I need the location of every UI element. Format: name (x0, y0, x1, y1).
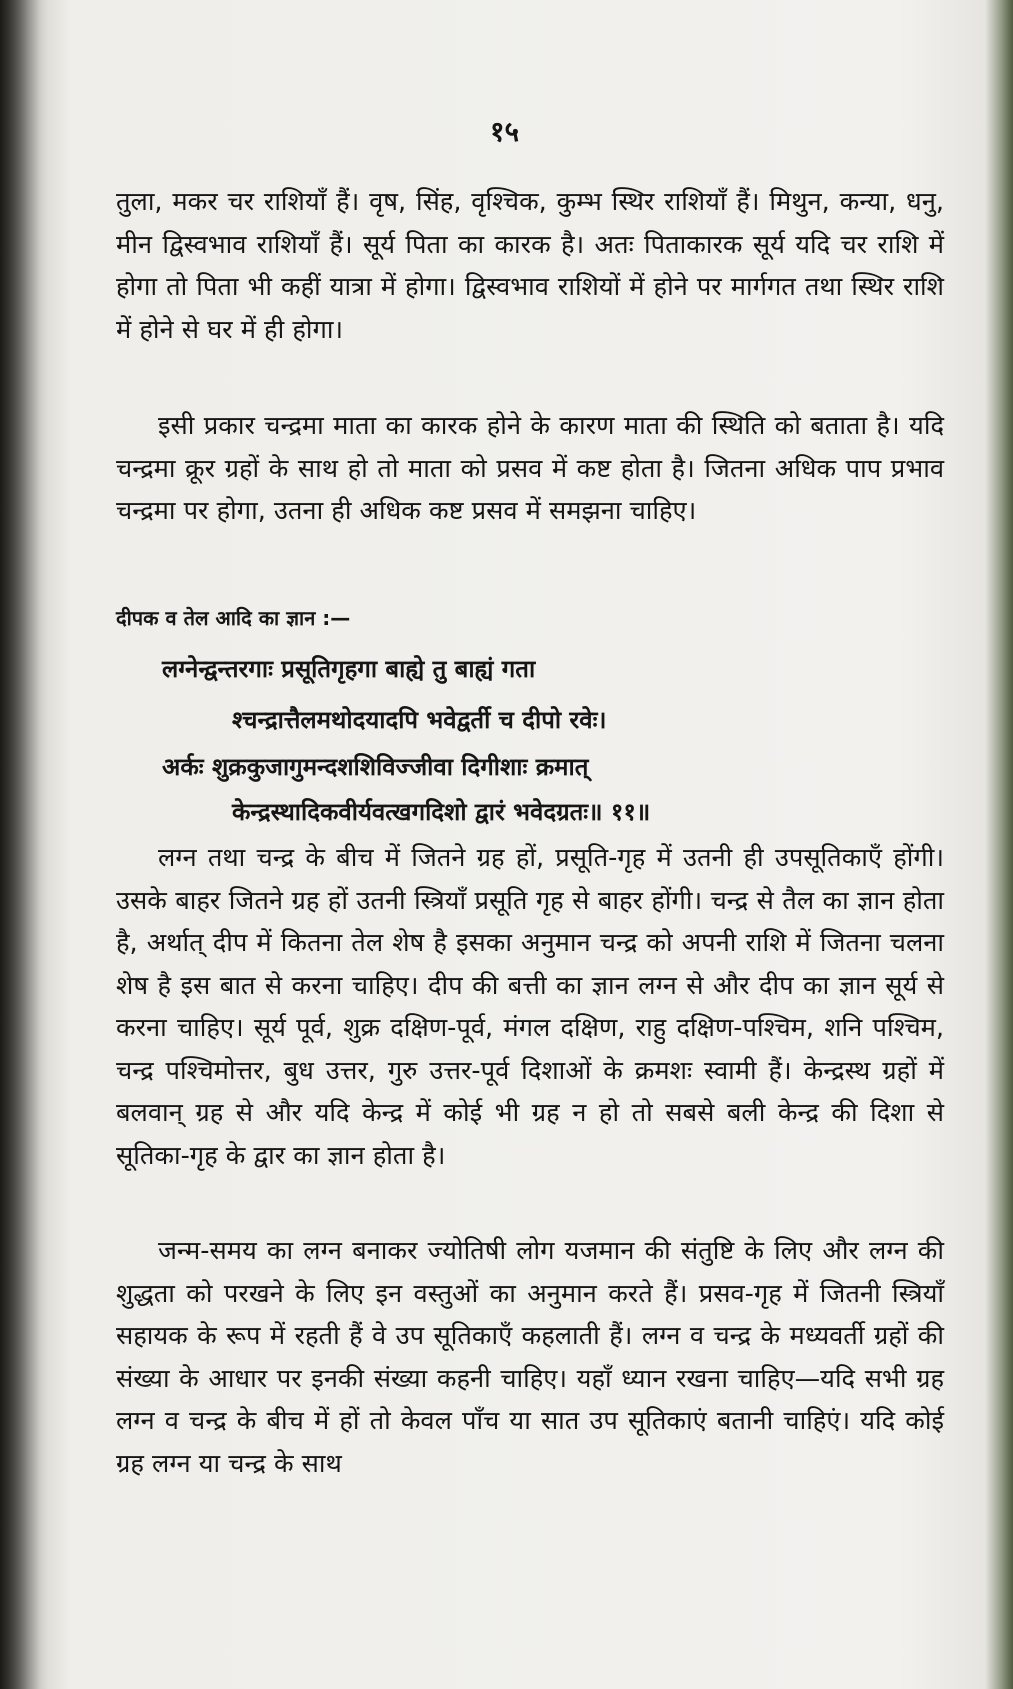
page-number: १५ (490, 115, 520, 148)
section-heading: दीपक व तेल आदि का ज्ञान :— (116, 606, 351, 630)
paragraph-moon-mother: इसी प्रकार चन्द्रमा माता का कारक होने के कारण माता की स्थिति को बताता है। यदि चन्द्रमा क्रूर ग्रहों के साथ हो तो माता को प्रसव में कष्ट होता है। जितना अधिक पाप प्रभाव चन्द्रमा पर होगा, उतना ही अधिक कष्ट प्रसव में समझना चाहिए। (116, 411, 945, 526)
book-spine-shadow (0, 0, 48, 1689)
page-body (52, 0, 992, 1689)
paragraph-zodiac-signs: तुला, मकर चर राशियाँ हैं। वृष, सिंह, वृश्चिक, कुम्भ स्थिर राशियाँ हैं। मिथुन, कन्या, धनु, मीन द्विस्वभाव राशियाँ हैं। सूर्य पिता का कारक है। अतः पिताकारक सूर्य यदि चर राशि में होगा तो पिता भी कहीं यात्रा में होगा। द्विस्वभाव राशियों में होने पर मार्गगत तथा स्थिर राशि में होने से घर में ही होगा। (116, 187, 944, 345)
paragraph-commentary-1: लग्न तथा चन्द्र के बीच में जितने ग्रह हों, प्रसूति-गृह में उतनी ही उपसूतिकाएँ होंगी। उसके बाहर जितने ग्रह हों उतनी स्त्रियाँ प्रसूति गृह से बाहर होंगी। चन्द्र से तैल का ज्ञान होता है, अर्थात् दीप में कितना तेल शेष है इसका अनुमान चन्द्र को अपनी राशि में जितना चलना शेष है इस बात से करना चाहिए। दीप की बत्ती का ज्ञान लग्न से और दीप का ज्ञान सूर्य से करना चाहिए। सूर्य पूर्व, शुक्र दक्षिण-पूर्व, मंगल दक्षिण, राहु दक्षिण-पश्चिम, शनि पश्चिम, चन्द्र पश्चिमोत्तर, बुध उत्तर, गुरु उत्तर-पूर्व दिशाओं के क्रमशः स्वामी हैं। केन्द्रस्थ ग्रहों में बलवान् ग्रह से और यदि केन्द्र में कोई भी ग्रह न हो तो सबसे बली केन्द्र की दिशा से सूतिका-गृह के द्वार का ज्ञान होता है। (116, 843, 944, 1171)
verse-line-3: अर्कः शुक्रकुजागुमन्दशशिविज्जीवा दिगीशाः क्रमात् (162, 753, 589, 781)
verse-line-2: श्चन्द्रात्तैलमथोदयादपि भवेद्वर्ती च दीपो रवेः। (232, 706, 607, 734)
paragraph-commentary-2: जन्म-समय का लग्न बनाकर ज्योतिषी लोग यजमान की संतुष्टि के लिए और लग्न की शुद्धता को परखने के लिए इन वस्तुओं का अनुमान करते हैं। प्रसव-गृह में जितनी स्त्रियाँ सहायक के रूप में रहती हैं वे उप सूतिकाएँ कहलाती हैं। लग्न व चन्द्र के मध्यवर्ती ग्रहों की संख्या के आधार पर इनकी संख्या कहनी चाहिए। यहाँ ध्यान रखना चाहिए—यदि सभी ग्रह लग्न व चन्द्र के बीच में हों तो केवल पाँच या सात उप सूतिकाएं बतानी चाहिएं। यदि कोई ग्रह लग्न या चन्द्र के साथ (116, 1236, 944, 1479)
verse-line-4: केन्द्रस्थादिकवीर्यवत्खगदिशो द्वारं भवेदग्रतः॥ ११॥ (232, 798, 651, 826)
verse-line-1: लग्नेन्द्वन्तरगाः प्रसूतिगृहगा बाह्ये तु बाह्यं गता (162, 655, 536, 683)
